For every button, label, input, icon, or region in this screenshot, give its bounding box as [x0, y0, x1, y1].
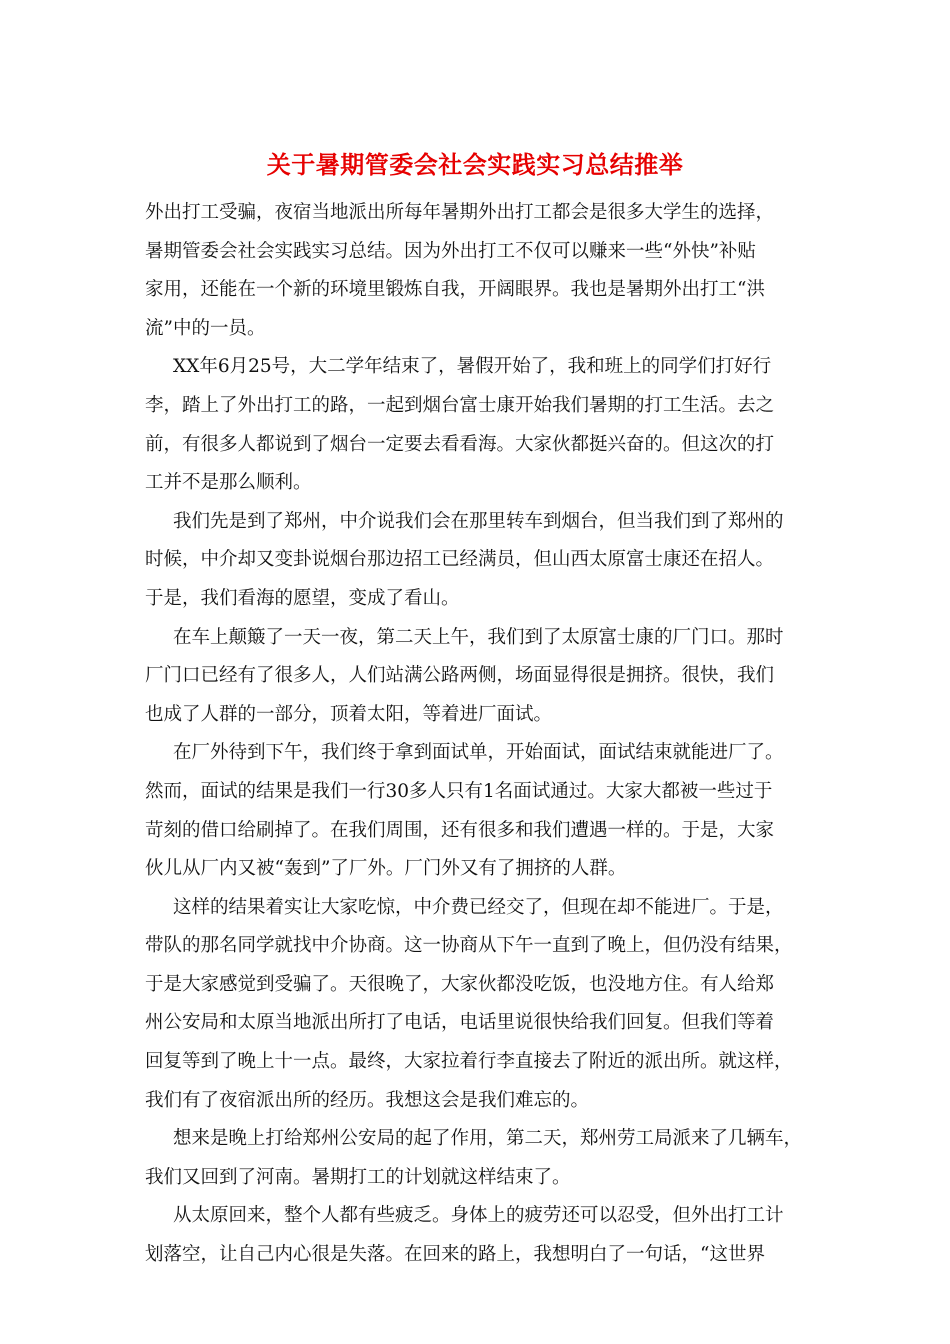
paragraph-first-line: 这样的结果着实让大家吃惊，中介费已经交了，但现在却不能进厂。于是，	[173, 896, 784, 918]
text-line: 我们有了夜宿派出所的经历。我想这会是我们难忘的。	[145, 1089, 590, 1111]
text-line: 苛刻的借口给刷掉了。在我们周围，还有很多和我们遭遇一样的。于是，大家	[145, 819, 775, 841]
text-line: 工并不是那么顺利。	[145, 472, 312, 494]
text-line: 带队的那名同学就找中介协商。这一协商从下午一直到了晚上，但仍没有结果，	[145, 935, 793, 957]
paragraph-first-line: 从太原回来，整个人都有些疲乏。身体上的疲劳还可以忍受，但外出打工计	[173, 1205, 784, 1227]
text-line: 流”中的一员。	[145, 317, 266, 339]
text-line: 划落空，让自己内心很是失落。在回来的路上，我想明白了一句话，“这世界	[145, 1244, 765, 1266]
paragraph-first-line: XX年6月25号，大二学年结束了，暑假开始了，我和班上的同学们打好行	[173, 356, 772, 378]
text-line: 我们又回到了河南。暑期打工的计划就这样结束了。	[145, 1166, 571, 1188]
text-line: 于是，我们看海的愿望，变成了看山。	[145, 587, 460, 609]
paragraph-first-line: 我们先是到了郑州，中介说我们会在那里转车到烟台，但当我们到了郑州的	[173, 510, 784, 532]
paragraph-first-line: 想来是晚上打给郑州公安局的起了作用，第二天，郑州劳工局派来了几辆车，	[173, 1128, 803, 1150]
text-line: 时候，中介却又变卦说烟台那边招工已经满员，但山西太原富士康还在招人。	[145, 549, 775, 571]
document-title: 关于暑期管委会社会实践实习总结推举	[266, 150, 684, 179]
text-line: 暑期管委会社会实践实习总结。因为外出打工不仅可以赚来一些“外快”补贴	[145, 240, 756, 262]
text-line: 州公安局和太原当地派出所打了电话，电话里说很快给我们回复。但我们等着	[145, 1012, 775, 1034]
paragraph-first-line: 在车上颠簸了一天一夜，第二天上午，我们到了太原富士康的厂门口。那时	[173, 626, 784, 648]
text-line: 外出打工受骗，夜宿当地派出所每年暑期外出打工都会是很多大学生的选择，	[145, 202, 775, 223]
text-line: 家用，还能在一个新的环境里锻炼自我，开阔眼界。我也是暑期外出打工“洪	[145, 279, 765, 301]
paragraph-first-line: 在厂外待到下午，我们终于拿到面试单，开始面试，面试结束就能进厂了。	[173, 742, 784, 764]
text-line: 李，踏上了外出打工的路，一起到烟台富士康开始我们暑期的打工生活。去之	[145, 394, 775, 416]
text-line: 也成了人群的一部分，顶着太阳，等着进厂面试。	[145, 703, 553, 725]
document-body	[145, 194, 805, 1275]
text-line: 于是大家感觉到受骗了。天很晚了，大家伙都没吃饭，也没地方住。有人给郑	[145, 973, 775, 995]
text-line: 前，有很多人都说到了烟台一定要去看看海。大家伙都挺兴奋的。但这次的打	[145, 433, 775, 455]
text-line: 伙儿从厂内又被“轰到”了厂外。厂门外又有了拥挤的人群。	[145, 858, 627, 880]
text-line: 然而，面试的结果是我们一行30多人只有1名面试通过。大家大都被一些过于	[145, 780, 773, 802]
text-line: 厂门口已经有了很多人，人们站满公路两侧，场面显得很是拥挤。很快，我们	[145, 665, 775, 687]
text-line: 回复等到了晚上十一点。最终，大家拉着行李直接去了附近的派出所。就这样，	[145, 1051, 793, 1073]
